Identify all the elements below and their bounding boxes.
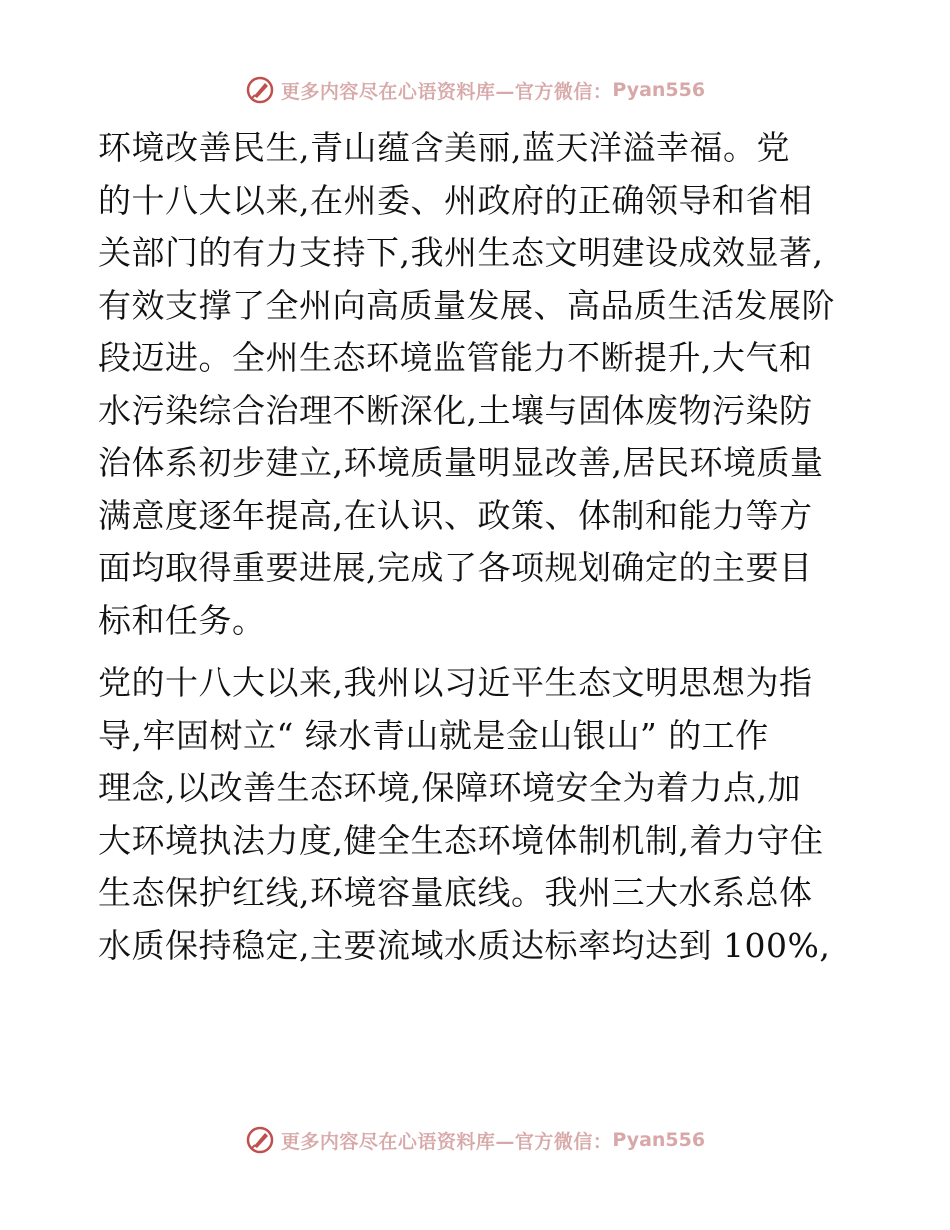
text-line: 党的十八大以来,我州以习近平生态文明思想为指 — [98, 663, 813, 702]
text-line: 大环境执法力度,健全生态环境体制机制,着力守住 — [98, 820, 824, 860]
banner-wechat-id: Pyan556 — [612, 79, 706, 101]
header-banner — [0, 70, 950, 110]
paragraph — [98, 657, 858, 972]
text-line: 治体系初步建立,环境质量明显改善,居民环境质量 — [98, 443, 824, 482]
banner-wechat-id: Pyan556 — [612, 1129, 706, 1151]
text-line: 生态保护红线,环境容量底线。我州三大水系总体 — [98, 873, 813, 912]
paragraph — [98, 122, 858, 647]
text-line: 环境改善民生,青山蕴含美丽,蓝天洋溢幸福。党 — [98, 128, 790, 167]
document-body — [98, 122, 858, 972]
banner-text: 更多内容尽在心语资料库—官方微信： — [280, 1130, 613, 1153]
text-line: 标和任务。 — [98, 600, 266, 640]
text-line: 段迈进。全州生态环境监管能力不断提升,大气和 — [98, 338, 813, 377]
text-line: 关部门的有力支持下,我州生态文明建设成效显著, — [98, 233, 824, 272]
paragraph-gap — [98, 647, 858, 657]
text-line: 导,牢固树立“ 绿水青山就是金山银山” 的工作 — [98, 715, 769, 755]
text-line: 水质保持稳定,主要流域水质达标率均达到 100%, — [98, 925, 831, 965]
banner-text: 更多内容尽在心语资料库—官方微信： — [280, 80, 613, 103]
text-line: 水污染综合治理不断深化,土壤与固体废物污染防 — [98, 390, 813, 430]
text-line: 理念,以改善生态环境,保障环境安全为着力点,加 — [98, 768, 801, 807]
pen-seal-icon — [245, 1125, 275, 1155]
text-line: 有效支撑了全州向高质量发展、高品质生活发展阶 — [98, 285, 835, 325]
text-line: 满意度逐年提高,在认识、政策、体制和能力等方 — [98, 495, 813, 535]
pen-seal-icon — [245, 75, 275, 105]
text-line: 面均取得重要进展,完成了各项规划确定的主要目 — [98, 548, 813, 587]
text-line: 的十八大以来,在州委、州政府的正确领导和省相 — [98, 180, 813, 220]
footer-banner — [0, 1120, 950, 1160]
